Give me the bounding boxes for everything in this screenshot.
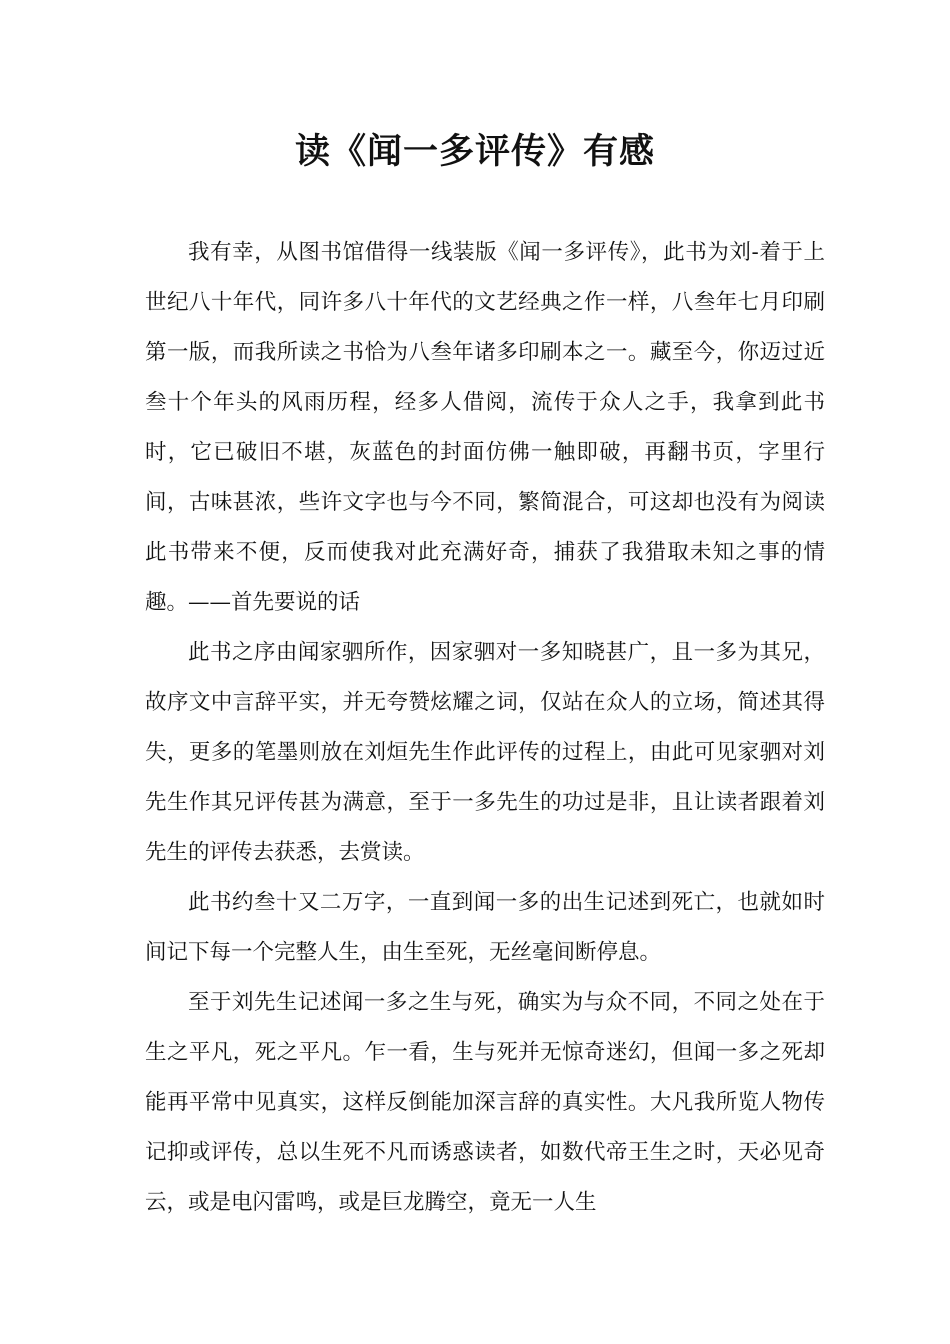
document-title: 读《闻一多评传》有感 <box>294 132 655 172</box>
paragraph-4: 至于刘先生记述闻一多之生与死，确实为与众不同，不同之处在于生之平凡，死之平凡。乍一看，生与死并无惊奇迷幻，但闻一多之死却能再平常中见真实，这样反倒能加深言辞的真实性。大凡我所览人物传记抑或评传，总以生死不凡而诱惑读者，如数代帝王生之时，天必见奇云，或是电闪雷鸣，或是巨龙腾空，竟无一人生 <box>145 990 825 1215</box>
paragraph-1: 我有幸，从图书馆借得一线装版《闻一多评传》，此书为刘-着于上世纪八十年代，同许多八十年代的文艺经典之作一样，八叁年七月印刷第一版，而我所读之书恰为八叁年诸多印刷本之一。藏至今，你迈过近叁十个年头的风雨历程，经多人借阅，流传于众人之手，我拿到此书时，它已破旧不堪，灰蓝色的封面仿佛一触即破，再翻书页，字里行间，古味甚浓，些许文字也与今不同，繁简混合，可这却也没有为阅读此书带来不便，反而使我对此充满好奇，捕获了我猎取未知之事的情趣。——首先要说的话 <box>145 240 825 615</box>
document-body <box>145 228 825 1228</box>
paragraph-3: 此书约叁十又二万字，一直到闻一多的出生记述到死亡，也就如时间记下每一个完整人生，由生至死，无丝毫间断停息。 <box>145 890 825 965</box>
paragraph-2: 此书之序由闻家驷所作，因家驷对一多知晓甚广，且一多为其兄，故序文中言辞平实，并无夸赞炫耀之词，仅站在众人的立场，简述其得失，更多的笔墨则放在刘烜先生作此评传的过程上，由此可见家驷对刘先生作其兄评传甚为满意，至于一多先生的功过是非，且让读者跟着刘先生的评传去获悉，去赏读。 <box>145 640 825 865</box>
